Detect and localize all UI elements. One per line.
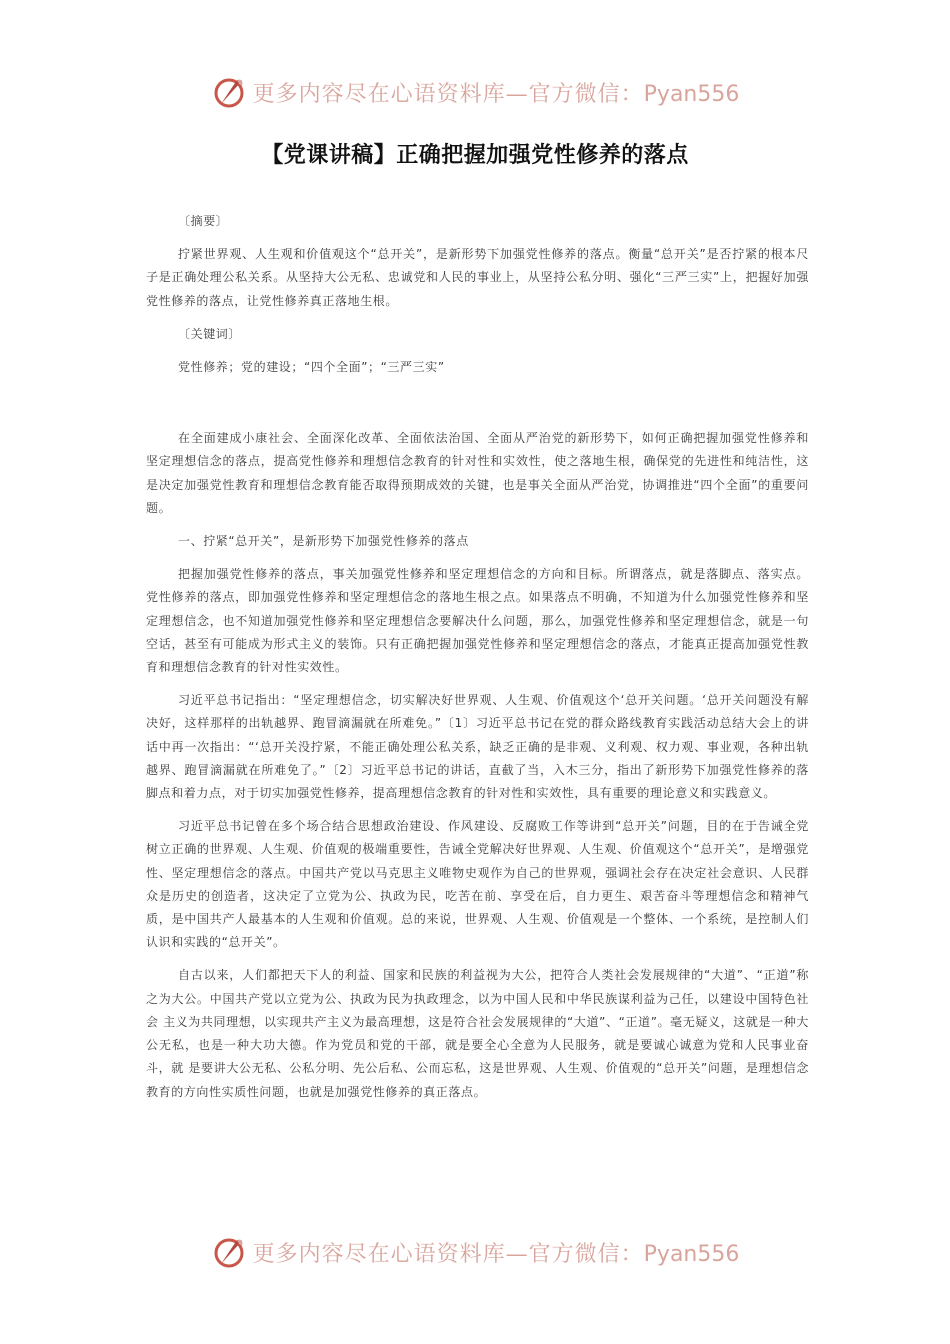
- body-paragraph: 把握加强党性修养的落点，事关加强党性修养和坚定理想信念的方向和目标。所谓落点，就是落脚点、落实点。 党性修养的落点，即加强党性修养和坚定理想信念的落地生根之点。如果落点不明确，不知道为什么加强党性修养和坚定理想信念，也不知道加强党性修养和坚定理想信念要解决什么问题，那么，加强党性修养和坚定理想信念，就是一句空话，甚至有可能成为形式主义的装饰。只有正确把握加强党性修养和坚定理想信念的落点，才能真正提高加强党性教育和理想信念教育的针对性实效性。: [146, 567, 809, 675]
- wechat-id: Pyan556: [643, 81, 740, 107]
- section-heading: 一、拧紧“总开关”，是新形势下加强党性修养的落点: [178, 534, 469, 549]
- abstract-label: 〔摘要〕: [178, 214, 229, 228]
- abstract-text: 拧紧世界观、人生观和价值观这个“总开关”，是新形势下加强党性修养的落点。衡量“总开关”是否拧紧的根本尺子是正确处理公私关系。从坚持大公无私、忠诚党和人民的事业上，从坚持公私分明、强化“三严三实”上，把握好加强党性修养的落点，让党性修养真正落地生根。: [146, 247, 809, 308]
- body-paragraph: 自古以来，人们都把天下人的利益、国家和民族的利益视为大公，把符合人类社会发展规律的“大道”、“正道”称之为大公。中国共产党以立党为公、执政为民为执政理念，以为中国人民和中华民族谋利益为己任，以建设中国特色社会 主义为共同理想，以实现共产主义为最高理想，这是符合社会发展规律的“大道”、“正道”。毫无疑义，这就是一种大公无私，也是一种大功大德。作为党员和党的干部，就是要全心全意为人民服务，就是要诚心诚意为党和人民事业奋斗，就 是要讲大公无私、公私分明、先公后私、公而忘私，这是世界观、人生观、价值观的“总开关”问题，是理想信念教育的方向性实质性问题，也就是加强党性修养的真正落点。: [146, 968, 809, 1099]
- quill-pen-circle-icon: [211, 74, 247, 110]
- header-banner: [0, 74, 950, 110]
- keywords-label: 〔关键词〕: [178, 326, 242, 341]
- banner-text: 更多内容尽在心语资料库—官方微信：Pyan556: [252, 81, 740, 107]
- body-paragraph: 习近平总书记曾在多个场合结合思想政治建设、作风建设、反腐败工作等讲到“总开关”问题，目的在于告诫全党树立正确的世界观、人生观、价值观的极端重要性，告诫全党解决好世界观、人生观、价值观这个“总开关”，是增强党性、坚定理想信念的落点。中国共产党以马克思主义唯物史观作为自己的世界观，强调社会存在决定社会意识、人民群众是历史的创造者，这决定了立党为公、执政为民，吃苦在前、享受在后，自力更生、艰苦奋斗等理想信念和精神气质，是中国共产人最基本的人生观和价值观。总的来说，世界观、人生观、价值观是一个整体、一个系统，是控制人们认识和实践的“总开关”。: [146, 819, 809, 950]
- wechat-id: Pyan556: [643, 1241, 740, 1267]
- page-title: 【党课讲稿】正确把握加强党性修养的落点: [261, 143, 689, 168]
- intro-paragraph: 在全面建成小康社会、全面深化改革、全面依法治国、全面从严治党的新形势下，如何正确把握加强党性修养和 坚定理想信念的落点，提高党性修养和理想信念教育的针对性和实效性，使之落地生根，确保党的先进性和纯洁性，这是决定加强党性教育和理想信念教育能否取得预期成效的关键，也是事关全面从严治党，协调推进“四个全面”的重要问题。: [146, 431, 809, 515]
- quill-pen-circle-icon: [211, 1234, 247, 1270]
- keywords-text: 党性修养；党的建设；“四个全面”；“三严三实”: [178, 360, 445, 375]
- document-body: [146, 210, 809, 1104]
- banner-text: 更多内容尽在心语资料库—官方微信：Pyan556: [252, 1241, 740, 1267]
- footer-banner: [0, 1234, 950, 1270]
- body-paragraph: 习近平总书记指出：“坚定理想信念，切实解决好世界观、人生观、价值观这个‘总开关问题。‘总开关问题没有解决好，这样那样的出轨越界、跑冒滴漏就在所难免。”〔1〕习近平总书记在党的群众路线教育实践活动总结大会上的讲话中再一次指出：“‘总开关没拧紧，不能正确处理公私关系，缺乏正确的是非观、义利观、权力观、事业观，各种出轨越界、跑冒滴漏就在所难免了。”〔2〕习近平总书记的讲话，直截了当，入木三分，指出了新形势下加强党性修养的落脚点和着力点，对于切实加强党性修养，提高理想信念教育的针对性和实效性，具有重要的理论意义和实践意义。: [146, 693, 809, 801]
